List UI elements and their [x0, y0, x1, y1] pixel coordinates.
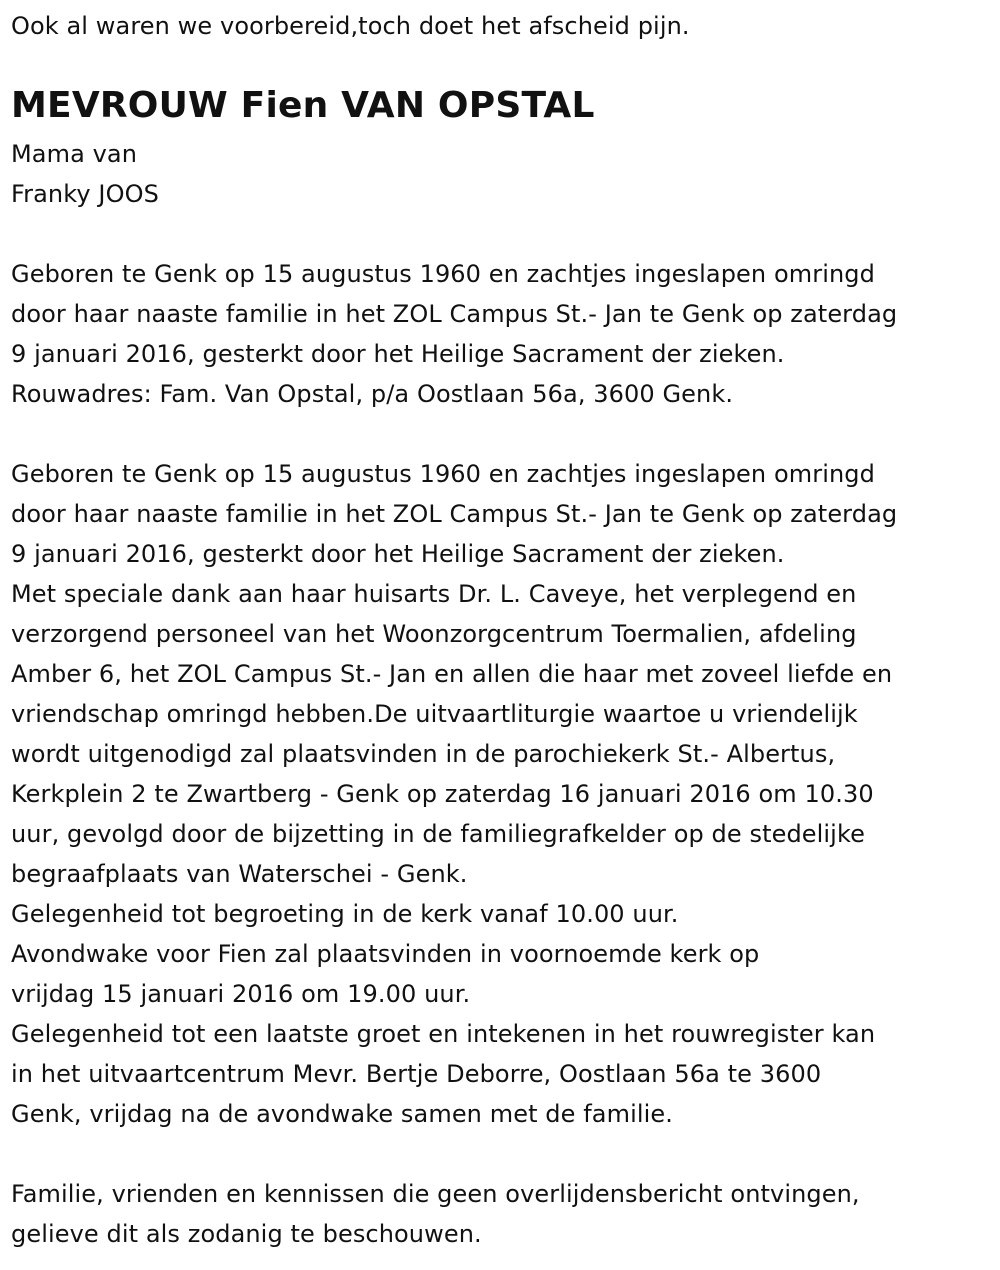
text-line: begraafplaats van Waterschei - Genk. — [11, 860, 468, 888]
text-line: in het uitvaartcentrum Mevr. Bertje Deborre, Oostlaan 56a te 3600 — [11, 1060, 822, 1088]
text-line: uur, gevolgd door de bijzetting in de familiegrafkelder op de stedelijke — [11, 820, 865, 848]
text-line: Avondwake voor Fien zal plaatsvinden in voornoemde kerk op — [11, 940, 760, 968]
text-line: Gelegenheid tot een laatste groet en intekenen in het rouwregister kan — [11, 1020, 876, 1048]
relation-line: Mama van — [11, 140, 138, 168]
text-line: door haar naaste familie in het ZOL Campus St.- Jan te Genk op zaterdag — [11, 300, 898, 328]
text-line: 9 januari 2016, gesterkt door het Heilige Sacrament der zieken. — [11, 340, 785, 368]
relation-line: Franky JOOS — [11, 180, 159, 208]
paragraph-birth-address — [11, 254, 897, 414]
text-line: Amber 6, het ZOL Campus St.- Jan en allen die haar met zoveel liefde en — [11, 660, 893, 688]
paragraph-closing-note — [11, 1174, 860, 1254]
text-line: Met speciale dank aan haar huisarts Dr. L. Caveye, het verplegend en — [11, 580, 857, 608]
text-line: Geboren te Genk op 15 augustus 1960 en zachtjes ingeslapen omringd — [11, 460, 875, 488]
text-line: Genk, vrijdag na de avondwake samen met de familie. — [11, 1100, 673, 1128]
text-line: gelieve dit als zodanig te beschouwen. — [11, 1220, 482, 1248]
text-line: Rouwadres: Fam. Van Opstal, p/a Oostlaan 56a, 3600 Genk. — [11, 380, 734, 408]
text-line: Gelegenheid tot begroeting in de kerk vanaf 10.00 uur. — [11, 900, 679, 928]
page-title: MEVROUW Fien VAN OPSTAL — [11, 85, 595, 126]
text-line: verzorgend personeel van het Woonzorgcentrum Toermalien, afdeling — [11, 620, 857, 648]
text-line: vrijdag 15 januari 2016 om 19.00 uur. — [11, 980, 471, 1008]
text-line: Geboren te Genk op 15 augustus 1960 en zachtjes ingeslapen omringd — [11, 260, 875, 288]
text-line: wordt uitgenodigd zal plaatsvinden in de parochiekerk St.- Albertus, — [11, 740, 836, 768]
relation-block — [11, 134, 159, 214]
text-line: Kerkplein 2 te Zwartberg - Genk op zaterdag 16 januari 2016 om 10.30 — [11, 780, 874, 808]
text-line: door haar naaste familie in het ZOL Campus St.- Jan te Genk op zaterdag — [11, 500, 898, 528]
text-line: Familie, vrienden en kennissen die geen overlijdensbericht ontvingen, — [11, 1180, 860, 1208]
paragraph-ceremony-details — [11, 454, 897, 1134]
text-line: 9 januari 2016, gesterkt door het Heilige Sacrament der zieken. — [11, 540, 785, 568]
text-line: vriendschap omringd hebben.De uitvaartliturgie waartoe u vriendelijk — [11, 700, 858, 728]
intro-text: Ook al waren we voorbereid,toch doet het afscheid pijn. — [11, 12, 690, 40]
